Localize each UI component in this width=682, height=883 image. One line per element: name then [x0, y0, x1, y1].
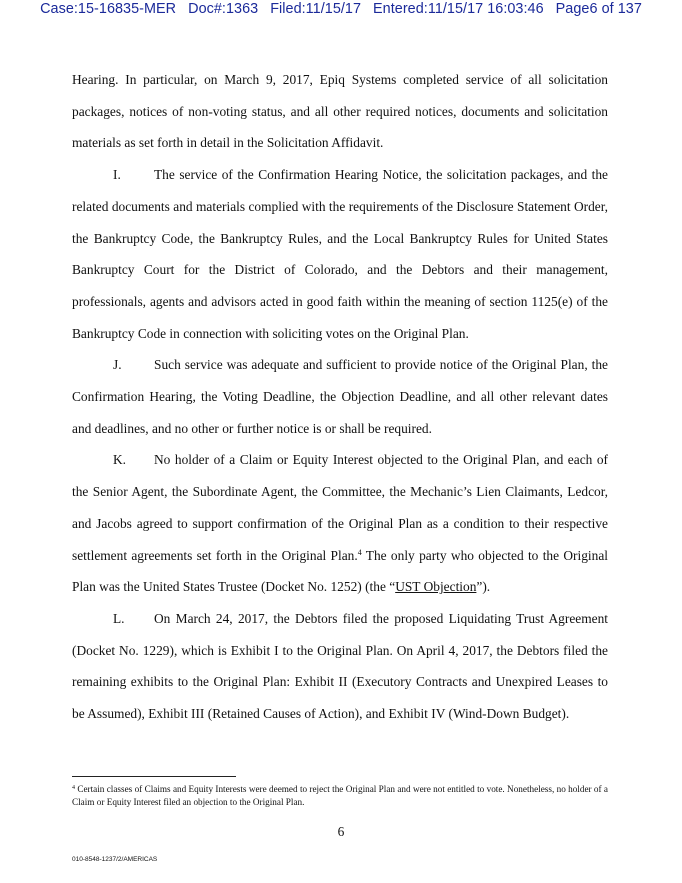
paragraph-k: K. No holder of a Claim or Equity Interest objected to the Original Plan, and each of the Senior Agent, the Subordinate Agent, the Committee, the Mechanic’s Lien Claimants, Ledcor, and Jacobs agreed to support confirmation of the Original Plan as a condition to their respective settlement agreements set forth in the Original Plan.$^4$ The only party who objected to the Original Plan was the United States Trustee (Docket No. 1252) (the “UST Objection”).	[72, 444, 608, 603]
footnote-reference: 4	[357, 547, 362, 557]
case-number: Case:15-16835-MER	[40, 1, 177, 17]
docket-number: Doc#:1363	[188, 1, 259, 17]
paragraph-j: J. Such service was adequate and sufficient to provide notice of the Original Plan, the Confirmation Hearing, the Voting Deadline, the Objection Deadline, and all other relevant dates and deadlines, and no other or further notice is or shall be required.	[72, 349, 608, 444]
document-body	[72, 64, 608, 730]
paragraph-label: J.	[113, 357, 122, 373]
footnote	[72, 783, 608, 809]
footnote-number: 4	[72, 785, 75, 791]
document-id: 010-8548-1237/2/AMERICAS	[72, 856, 158, 863]
page-number: 6	[337, 824, 345, 839]
paragraph-continued: Hearing. In particular, on March 9, 2017, Epiq Systems completed service of all solicitation packages, notices of non-voting status, and all other required notices, documents and solicitation materials as set forth in detail in the Solicitation Affidavit.	[72, 72, 608, 151]
court-filing-header	[0, 1, 682, 17]
page-count: Page6 of 137	[555, 1, 642, 17]
paragraph-l: L. On March 24, 2017, the Debtors filed the proposed Liquidating Trust Agreement (Docket No. 1229), which is Exhibit I to the Original Plan. On April 4, 2017, the Debtors filed the remaining exhibits to the Original Plan: Exhibit II (Executory Contracts and Unexpired Leases to be Assumed), Exhibit III (Retained Causes of Action), and Exhibit IV (Wind-Down Budget).	[72, 603, 608, 730]
filed-date: Filed:11/15/17	[270, 1, 362, 17]
entered-date: Entered:11/15/17 16:03:46	[373, 1, 544, 17]
paragraph-label: L.	[113, 610, 125, 626]
footnote-text: Certain classes of Claims and Equity Interests were deemed to reject the Original Plan and were not entitled to vote. Nonetheless, no holder of a Claim or Equity Interest filed an objection to the Original Plan.	[72, 784, 609, 807]
footnote-divider	[72, 776, 236, 777]
paragraph-label: K.	[113, 452, 127, 468]
paragraph-label: I.	[113, 167, 121, 183]
paragraph-i: I. The service of the Confirmation Hearing Notice, the solicitation packages, and the related documents and materials complied with the requirements of the Disclosure Statement Order, the Bankruptcy Code, the Bankruptcy Rules, and the Local Bankruptcy Rules for United States Bankruptcy Court for the District of Colorado, and the Debtors and their management, professionals, agents and advisors acted in good faith within the meaning of section 1125(e) of the Bankruptcy Code in connection with soliciting votes on the Original Plan.	[72, 159, 608, 349]
defined-term: UST Objection	[395, 579, 477, 595]
